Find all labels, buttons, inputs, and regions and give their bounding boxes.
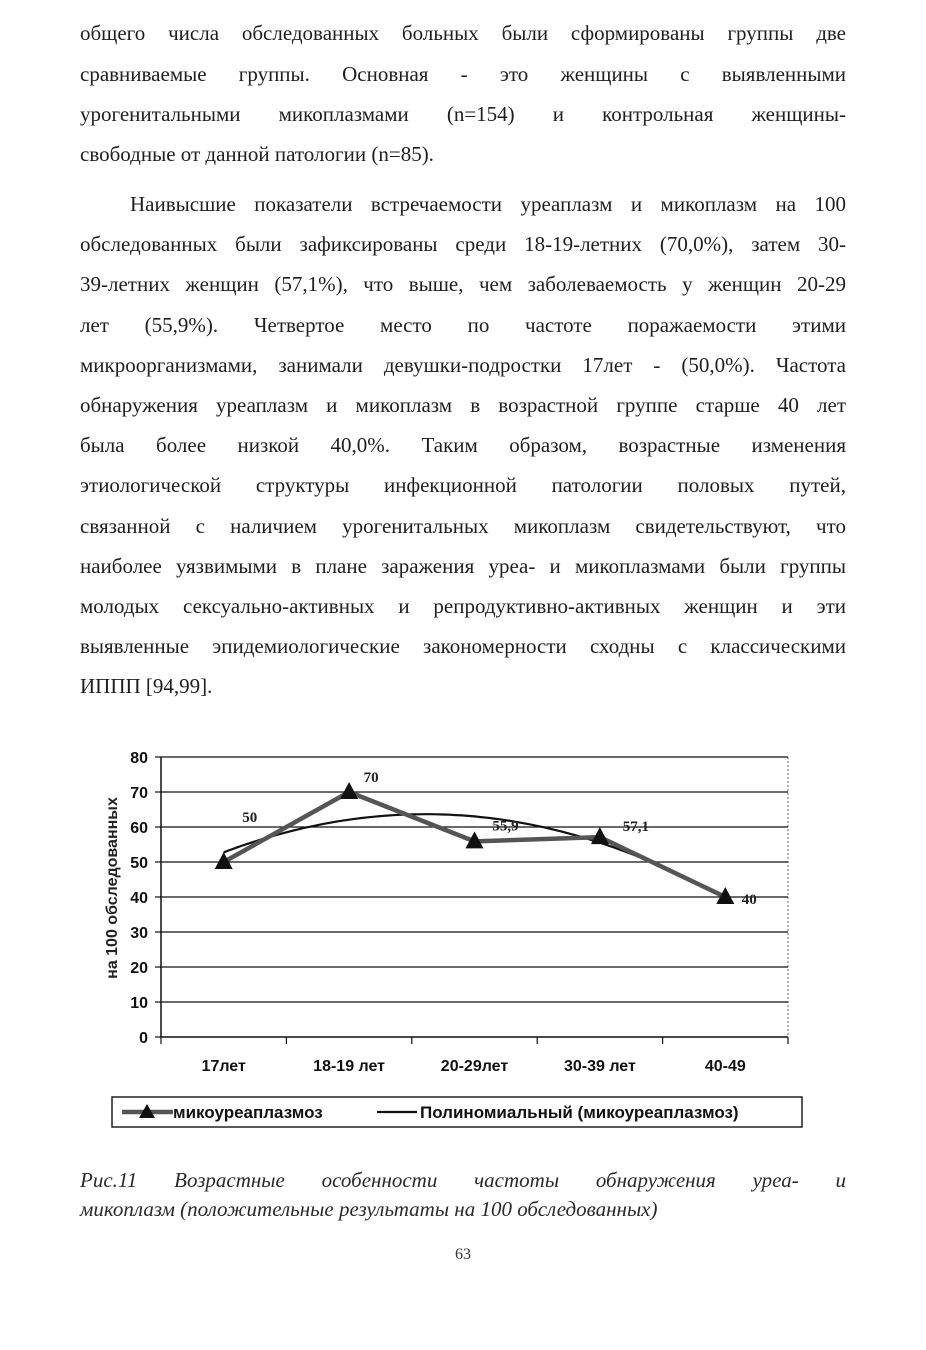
text-line: была более низкой 40,0%. Таким образом, возрастные изменения [80,433,846,457]
text-line: Наивысшие показатели встречаемости уреаплазм и микоплазм на 100 [130,192,846,216]
text-line: ИППП [94,99]. [80,674,213,698]
text-line: выявленные эпидемиологические закономерности сходны с классическими [80,634,846,658]
page-number: 63 [455,1246,471,1263]
x-tick-label: 17лет [201,1058,246,1075]
data-label: 40 [741,892,757,908]
text-line: этиологической структуры инфекционной патологии половых путей, [80,473,846,497]
text-line: наиболее уязвимыми в плане заражения уреа- и микоплазмами были группы [80,554,846,578]
y-tick-label: 0 [139,1030,148,1047]
text-line: общего числа обследованных больных были сформированы группы две [80,21,846,45]
y-tick-label: 20 [130,960,148,977]
y-tick-label: 30 [130,925,148,942]
text-line: связанной с наличием урогенитальных микоплазм свидетельствуют, что [80,514,846,538]
x-tick-label: 30-39 лет [563,1058,636,1075]
text-line: сравниваемые группы. Основная - это женщины с выявленными [80,62,846,86]
x-tick-label: 18-19 лет [313,1058,386,1075]
text-line: обследованных были зафиксированы среди 18-19-летних (70,0%), затем 30- [80,232,846,256]
text-line: лет (55,9%). Четвертое место по частоте поражаемости этими [80,313,846,337]
y-tick-label: 80 [130,750,148,767]
y-tick-label: 70 [130,785,148,802]
x-tick-label: 40-49 [704,1058,746,1075]
data-point-triangle-marker [340,782,358,799]
age-frequency-chart [95,738,815,1138]
caption-line: микоплазм (положительные результаты на 100 обследованных) [80,1197,658,1221]
legend-trend-label: Полиномиальный (микоуреаплазмоз) [420,1103,739,1122]
data-label: 70 [363,770,379,786]
y-tick-label: 10 [130,995,148,1012]
text-line: микроорганизмами, занимали девушки-подростки 17лет - (50,0%). Частота [80,353,846,377]
text-line: свободные от данной патологии (n=85). [80,142,434,166]
caption-line: Рис.11 Возрастные особенности частоты обнаружения уреа- и [80,1168,846,1192]
x-tick-label: 20-29лет [440,1058,509,1075]
y-tick-label: 60 [130,820,148,837]
text-line: молодых сексуально-активных и репродуктивно-активных женщин и эти [80,594,846,618]
text-line: обнаружения уреаплазм и микоплазм в возрастной группе старше 40 лет [80,393,846,417]
data-label: 50 [242,810,258,826]
data-label: 57,1 [622,819,650,836]
text-line: урогенитальными микоплазмами (n=154) и контрольная женщины- [80,102,846,126]
data-label: 55,9 [492,818,519,835]
y-tick-label: 50 [130,855,148,872]
text-line: 39-летних женщин (57,1%), что выше, чем заболеваемость у женщин 20-29 [80,272,846,296]
y-tick-label: 40 [130,890,148,907]
legend-series-label: микоуреаплазмоз [173,1103,323,1122]
y-axis-title: на 100 обследованных [104,797,121,979]
chart-legend [112,1097,802,1127]
